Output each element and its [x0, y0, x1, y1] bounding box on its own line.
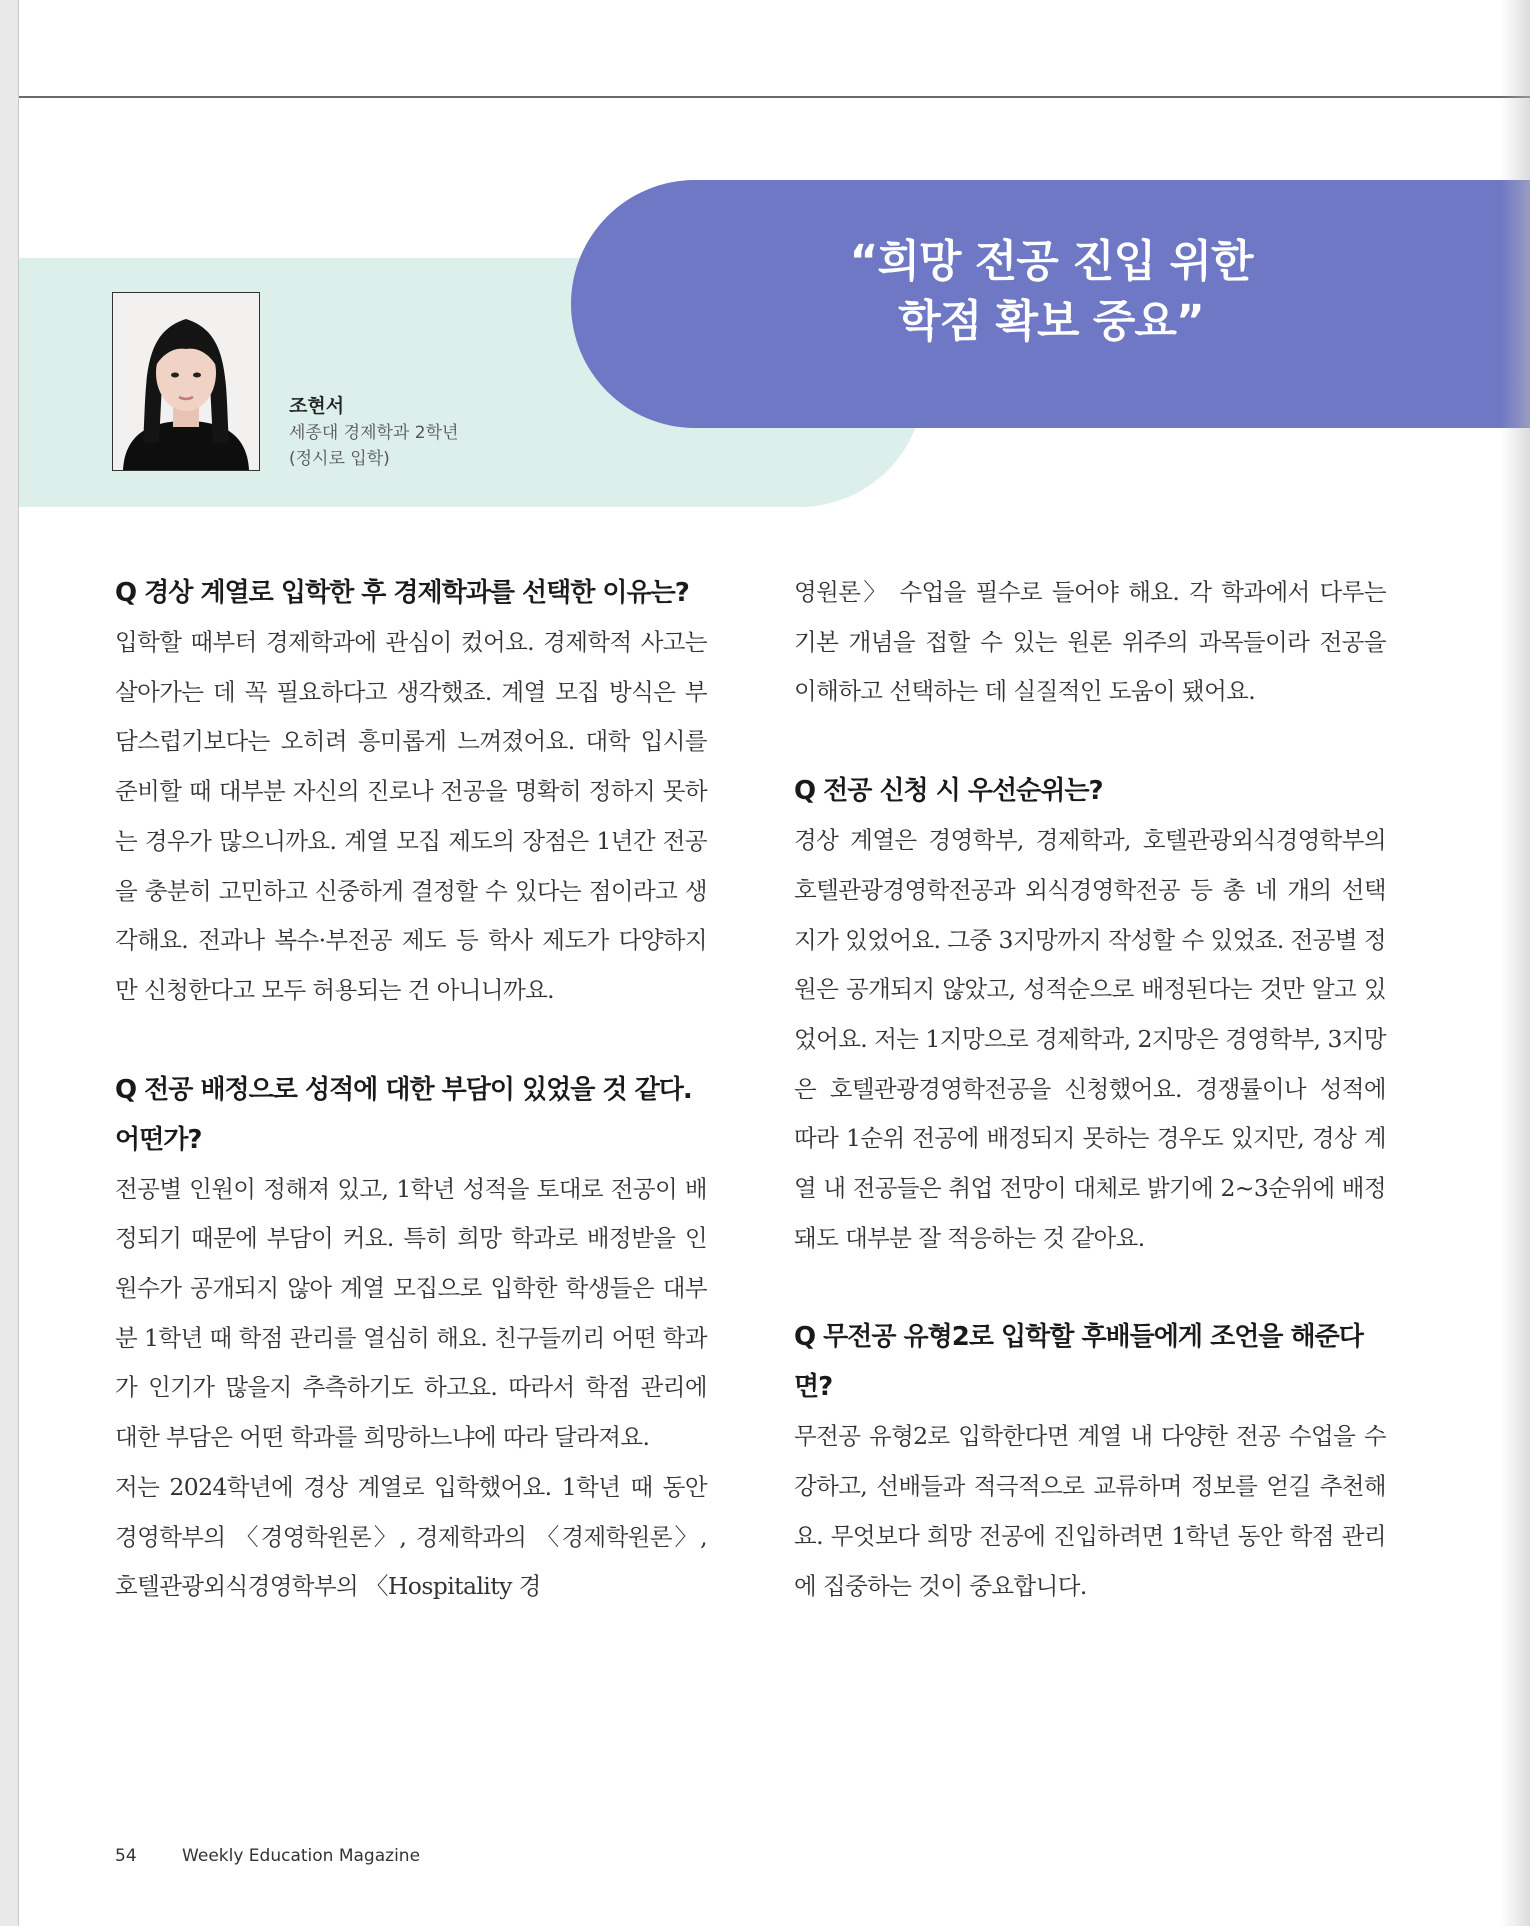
page-number: 54 — [115, 1846, 137, 1866]
portrait-illustration — [113, 293, 259, 470]
answer-paragraph: 경상 계열은 경영학부, 경제학과, 호텔관광외식경영학부의 호텔관광경영학전공과 외식경영학전공 등 총 네 개의 선택지가 있었어요. 그중 3지망까지 작성할 수 있었죠. 전공별 정원은 공개되지 않았고, 성적순으로 배정된다는 것만 알고 있었어요. 저는 1지망으로 경제학과, 2지망은 경영학부, 3지망은 호텔관광경영학전공을 신청했어요. 경쟁률이나 성적에 따라 1순위 전공에 배정되지 못하는 경우도 있지만, 경상 계열 내 전공들은 취업 전망이 대체로 밝기에 2~3순위에 배정돼도 대부분 잘 적응하는 것 같아요. — [794, 826, 1386, 1252]
qa-block — [794, 766, 1386, 1263]
magazine-page — [18, 0, 1530, 1926]
answer-paragraph: 영원론〉 수업을 필수로 들어야 해요. 각 학과에서 다루는 기본 개념을 접할 수 있는 원론 위주의 과목들이라 전공을 이해하고 선택하는 데 실질적인 도움이 됐어요. — [794, 578, 1386, 706]
headline-line-2: 학점 확보 중요” — [898, 296, 1204, 347]
interviewee-profile — [289, 392, 458, 472]
answer — [115, 1165, 707, 1612]
question: Q 무전공 유형2로 입학할 후배들에게 조언을 해준다면? — [794, 1322, 1363, 1403]
interviewee-name: 조현서 — [289, 395, 345, 417]
answer-paragraph: 전공별 인원이 정해져 있고, 1학년 성적을 토대로 전공이 배정되기 때문에 부담이 커요. 특히 희망 학과로 배정받을 인원수가 공개되지 않아 계열 모집으로 입학한 학생들은 대부분 1학년 때 학점 관리를 열심히 해요. 친구들끼리 어떤 학과가 인기가 많을지 추측하기도 하고요. 따라서 학점 관리에 대한 부담은 어떤 학과를 희망하느냐에 따라 달라져요. — [115, 1174, 707, 1452]
answer-paragraph: 저는 2024학년에 경상 계열로 입학했어요. 1학년 때 동안 경영학부의 〈경영학원론〉, 경제학과의 〈경제학원론〉, 호텔관광외식경영학부의 〈Hospitality 경 — [115, 1472, 707, 1601]
answer — [794, 1412, 1386, 1611]
headline-line-1: “희망 전공 진입 위한 — [849, 236, 1253, 287]
question: Q 전공 신청 시 우선순위는? — [794, 776, 1103, 807]
interviewee-school: 세종대 경제학과 2학년 — [289, 423, 459, 443]
top-rule — [19, 96, 1530, 98]
qa-block — [794, 1312, 1386, 1611]
answer-paragraph: 입학할 때부터 경제학과에 관심이 컸어요. 경제학적 사고는 살아가는 데 꼭 필요하다고 생각했죠. 계열 모집 방식은 부담스럽기보다는 오히려 흥미롭게 느껴졌어요. 대학 입시를 준비할 때 대부분 자신의 진로나 전공을 명확히 정하지 못하는 경우가 많으니까요. 계열 모집 제도의 장점은 1년간 전공을 충분히 고민하고 신중하게 결정할 수 있다는 점이라고 생각해요. 전과나 복수·부전공 제도 등 학사 제도가 다양하지만 신청한다고 모두 허용되는 건 아니니까요. — [115, 628, 707, 1004]
page-edge-shadow — [1501, 0, 1530, 1926]
question: Q 전공 배정으로 성적에 대한 부담이 있었을 것 같다. 어떤가? — [115, 1074, 692, 1155]
left-column — [115, 568, 707, 1661]
magazine-title: Weekly Education Magazine — [182, 1846, 421, 1866]
interviewee-admission: (정시로 입학) — [289, 449, 390, 469]
answer — [794, 568, 1386, 717]
qa-block — [115, 1065, 707, 1612]
headline-quote — [571, 232, 1530, 352]
answer — [115, 618, 707, 1016]
question: Q 경상 계열로 입학한 후 경제학과를 선택한 이유는? — [115, 578, 689, 608]
answer — [794, 816, 1386, 1263]
interviewee-photo — [112, 292, 260, 471]
page-footer — [115, 1846, 460, 1866]
qa-continuation — [794, 568, 1386, 717]
right-column — [794, 568, 1386, 1660]
qa-block — [115, 568, 707, 1016]
answer-paragraph: 무전공 유형2로 입학한다면 계열 내 다양한 전공 수업을 수강하고, 선배들과 적극적으로 교류하며 정보를 얻길 추천해요. 무엇보다 희망 전공에 진입하려면 1학년 동안 학점 관리에 집중하는 것이 중요합니다. — [794, 1422, 1386, 1600]
